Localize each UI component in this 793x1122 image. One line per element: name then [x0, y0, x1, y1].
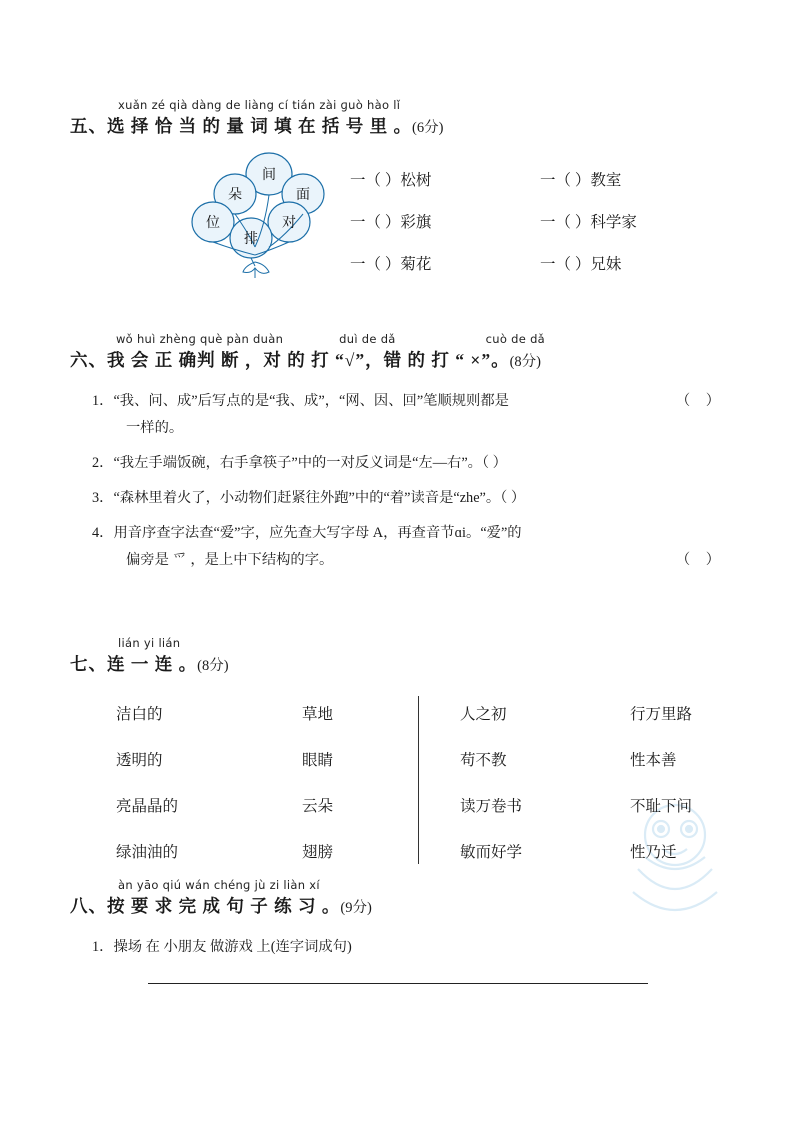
section-6-pinyin-part-0: wǒ huì zhènɡ què pàn duàn — [115, 332, 284, 346]
section-8 — [70, 878, 730, 984]
section-5-heading — [70, 113, 730, 138]
section-8-heading — [70, 893, 730, 918]
quant-cell-left-0[interactable]: 一（ ）松树 — [350, 172, 432, 189]
match-item-c2-0[interactable]: 草地 — [302, 706, 334, 723]
section-7 — [70, 636, 730, 872]
balloon-word-1: 面 — [296, 187, 310, 203]
quant-cell-right-1[interactable]: 一（ ）科学家 — [540, 214, 637, 231]
section-5-score: (6分) — [412, 120, 444, 136]
match-column-1 — [116, 692, 178, 876]
judge-text-3[interactable]: “森林里着火了，小动物们赶紧往外跑”中的“着”读音是“zhe”。（ ） — [113, 490, 526, 506]
quant-cell-right-2[interactable]: 一（ ）兄妹 — [540, 256, 622, 273]
judge-text-1a: “我、问、成”后写点的是“我、成”，“网、因、回”笔顺规则都是 — [113, 393, 509, 409]
section-5-heading-text: 五、选 择 恰 当 的 量 词 填 在 括 号 里 。 — [70, 116, 412, 136]
judge-text-1b: 一样的。 — [126, 420, 184, 436]
match-item-c3-2[interactable]: 读万卷书 — [460, 798, 523, 815]
section-8-score: (9分) — [340, 900, 372, 916]
match-item-c1-1[interactable]: 透明的 — [116, 752, 163, 769]
section-7-score: (8分) — [197, 658, 229, 674]
section-8-item-1: 1．操场 在 小朋友 做游戏 上(连字词成句) — [92, 939, 352, 955]
match-column-2 — [302, 692, 333, 876]
quant-cell-left-2[interactable]: 一（ ）菊花 — [350, 256, 432, 273]
section-6-heading-text: 六、我 会 正 确判 断 ，对 的 打 “√”，错 的 打 “ ×”。 — [70, 350, 510, 370]
balloons-illustration — [185, 150, 355, 280]
match-item-c4-2[interactable]: 不耻下问 — [630, 798, 693, 815]
judge-paren-4[interactable]: （ ） — [675, 552, 726, 568]
match-column-3 — [460, 692, 522, 876]
quant-cell-right-0[interactable]: 一（ ）教室 — [540, 172, 622, 189]
match-item-c2-1[interactable]: 眼睛 — [302, 752, 334, 769]
section-6-pinyin-part-2: cuò de dǎ — [485, 332, 546, 346]
section-5-pinyin: xuǎn zé qià dàng de liàng cí tián zài ɡuò hào lǐ — [118, 98, 401, 112]
match-column-4 — [630, 692, 692, 876]
section-5 — [70, 98, 730, 295]
judge-item-1 — [92, 388, 730, 415]
match-item-c2-3[interactable]: 翅膀 — [302, 844, 334, 861]
section-8-heading-text: 八、按 要 求 完 成 句 子 练 习 。 — [70, 896, 341, 916]
section-6-pinyin — [70, 332, 730, 346]
judge-num-4: 4． — [92, 525, 114, 541]
match-item-c3-0[interactable]: 人之初 — [460, 706, 507, 723]
balloon-word-0: 间 — [262, 167, 276, 183]
judge-item-2 — [92, 450, 730, 477]
judge-num-3: 3． — [92, 490, 114, 506]
matching-area — [70, 692, 730, 872]
section-5-content — [70, 150, 730, 295]
section-6-items — [70, 388, 730, 574]
judge-text-4a: 用音序查字法查“爱”字，应先查大写字母 A，再查音节ɑi。“爱”的 — [113, 525, 522, 541]
match-item-c2-2[interactable]: 云朵 — [302, 798, 334, 815]
match-item-c1-3[interactable]: 绿油油的 — [116, 844, 179, 861]
answer-line[interactable] — [148, 982, 648, 984]
match-item-c4-3[interactable]: 性乃迁 — [630, 844, 677, 861]
judge-item-4 — [92, 520, 730, 547]
section-7-heading-text: 七、连 一 连 。 — [70, 654, 198, 674]
table-row — [350, 200, 750, 242]
section-8-pinyin: àn yāo qiú wán chénɡ jù zi liàn xí — [118, 878, 320, 892]
judge-text-2[interactable]: “我左手端饭碗，右手拿筷子”中的一对反义词是“左—右”。（ ） — [113, 455, 507, 471]
match-item-c1-2[interactable]: 亮晶晶的 — [116, 798, 179, 815]
judge-item-4-line2 — [126, 547, 730, 574]
balloon-word-5: 排 — [244, 231, 258, 247]
balloon-word-2: 对 — [282, 215, 296, 231]
table-row — [350, 158, 750, 200]
section-6-heading — [70, 347, 730, 372]
judge-num-2: 2． — [92, 455, 114, 471]
match-item-c1-0[interactable]: 洁白的 — [116, 706, 163, 723]
quant-cell-left-1[interactable]: 一（ ）彩旗 — [350, 214, 432, 231]
match-item-c4-0[interactable]: 行万里路 — [630, 706, 693, 723]
judge-num-1: 1． — [92, 393, 114, 409]
section-6-pinyin-part-1: duì de dǎ — [339, 332, 396, 346]
judge-text-4b: 偏旁是 爫 ，是上中下结构的字。 — [126, 552, 334, 568]
balloon-word-3: 朵 — [228, 187, 242, 203]
section-6 — [70, 332, 730, 574]
section-7-pinyin: lián yi lián — [118, 636, 181, 650]
section-7-heading — [70, 651, 730, 676]
judge-item-1-line2 — [126, 415, 730, 442]
match-item-c3-1[interactable]: 苟不教 — [460, 752, 507, 769]
judge-item-3 — [92, 485, 730, 512]
judge-paren-1[interactable]: （ ） — [675, 393, 726, 409]
balloon-word-4: 位 — [206, 215, 220, 231]
section-6-score: (8分) — [509, 354, 541, 370]
quantifier-table — [350, 158, 750, 284]
match-item-c3-3[interactable]: 敏而好学 — [460, 844, 523, 861]
matching-divider — [418, 696, 419, 864]
table-row — [350, 242, 750, 284]
match-item-c4-1[interactable]: 性本善 — [630, 752, 677, 769]
